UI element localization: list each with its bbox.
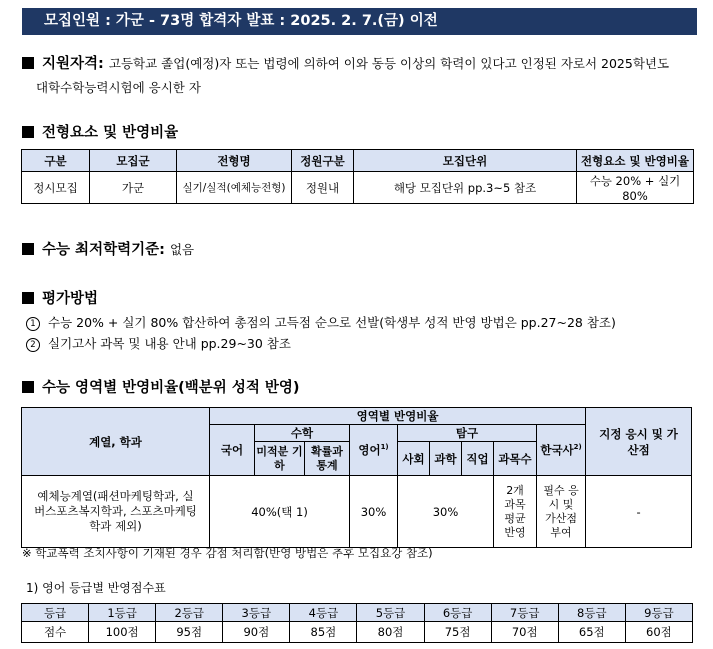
history-header: 한국사$^{2)}$ [537,425,586,476]
job-header: 직업 [462,442,494,476]
qualification-text: 고등학교 졸업(예정)자 또는 법령에 의하여 이와 동등 이상의 학력이 있다고 인정된 자로서 2025학년도 [108,56,670,71]
english-score-table [21,603,693,643]
circled-number: 1 [26,317,40,331]
society-header: 사회 [398,442,430,476]
evaluation-item [26,334,291,352]
table-cell: 가군 [90,172,177,204]
science-header: 과학 [430,442,462,476]
selection-table [21,149,694,204]
selection-section-title [22,121,178,142]
score-cell: 75점 [424,622,491,643]
table-cell: 정시모집 [22,172,90,204]
korean-math-cell: 40%(택 1) [210,476,350,548]
bonus-cell: - [586,476,692,548]
score-cell: 100점 [89,622,156,643]
history-cell: 필수 응시 및 가산점 부여 [537,476,586,548]
qualification-text-line2: 대학수학능력시험에 응시한 자 [36,80,201,95]
math-calculus-header: 미적분 기하 [255,442,305,476]
header-cell: 정원구분 [292,150,354,172]
count-header: 과목수 [494,442,537,476]
recruitment-banner: 모집인원 : 가군 - 73명 합격자 발표 : 2025. 2. 7.(금) 이전 [22,8,697,35]
area-header: 영역별 반영비율 [210,408,586,425]
qualification-heading: 지원자격: [42,56,104,72]
group-header: 계열, 학과 [22,408,210,476]
math-header: 수학 [255,425,350,442]
grade-cell: 1등급 [89,604,156,622]
score-cell: 85점 [290,622,357,643]
evaluation-item-text: 실기고사 과목 및 내용 안내 pp.29~30 참조 [48,336,291,351]
table-cell: 수능 20% + 실기 80% [577,172,694,204]
grade-cell: 3등급 [223,604,290,622]
score-cell: 90점 [223,622,290,643]
score-cell: 80점 [357,622,424,643]
evaluation-item-text: 수능 20% + 실기 80% 합산하여 총점의 고득점 순으로 선발(학생부 성적 반영 방법은 pp.27~28 참조) [48,315,616,330]
math-probability-header: 확률과 통계 [305,442,350,476]
evaluation-item [26,313,616,331]
grade-cell: 6등급 [424,604,491,622]
grade-cell: 2등급 [156,604,223,622]
minimum-value: 없음 [169,242,195,257]
english-header: 영어$^{1)}$ [350,425,398,476]
table-cell: 실기/실적(예체능전형) [177,172,292,204]
grade-cell: 8등급 [558,604,625,622]
square-bullet-icon [22,126,34,138]
circled-number: 2 [26,338,40,352]
square-bullet-icon [22,292,34,304]
square-bullet-icon [22,243,34,255]
square-bullet-icon [22,381,34,393]
score-cell: 점수 [22,622,89,643]
table-cell: 정원내 [292,172,354,204]
grade-cell: 등급 [22,604,89,622]
evaluation-heading: 평가방법 [42,291,99,307]
inquiry-cell: 30% [398,476,494,548]
score-cell: 70점 [491,622,558,643]
square-bullet-icon [22,57,34,69]
footnote: ※ 학교폭력 조치사항이 기재된 경우 감점 처리함(반영 방법은 추후 모집요강 참조) [22,546,433,560]
bonus-header: 지정 응시 및 가산점 [586,408,692,476]
grade-cell: 5등급 [357,604,424,622]
ratio-heading: 수능 영역별 반영비율(백분위 성적 반영) [42,380,300,396]
grade-cell: 7등급 [491,604,558,622]
grade-cell: 9등급 [625,604,692,622]
minimum-section [22,238,194,259]
group-cell: 예체능계열(패션마케팅학과, 실버스포츠복지학과, 스포츠마케팅학과 제외) [22,476,210,548]
score-cell: 60점 [625,622,692,643]
header-cell: 구분 [22,150,90,172]
header-cell: 모집군 [90,150,177,172]
english-cell: 30% [350,476,398,548]
header-cell: 전형명 [177,150,292,172]
inquiry-header: 탐구 [398,425,537,442]
korean-header: 국어 [210,425,255,476]
header-cell: 모집단위 [354,150,577,172]
score-cell: 65점 [558,622,625,643]
minimum-heading: 수능 최저학력기준: [42,242,165,258]
grade-cell: 4등급 [290,604,357,622]
evaluation-section-title [22,287,98,308]
score-cell: 95점 [156,622,223,643]
qualification-section [22,52,669,73]
selection-heading: 전형요소 및 반영비율 [42,125,179,141]
count-cell: 2개 과목 평균 반영 [494,476,537,548]
english-score-heading: 1) 영어 등급별 반영점수표 [26,581,166,595]
header-cell: 전형요소 및 반영비율 [577,150,694,172]
ratio-section-title [22,376,300,397]
ratio-table [21,407,692,548]
table-cell: 해당 모집단위 pp.3~5 참조 [354,172,577,204]
